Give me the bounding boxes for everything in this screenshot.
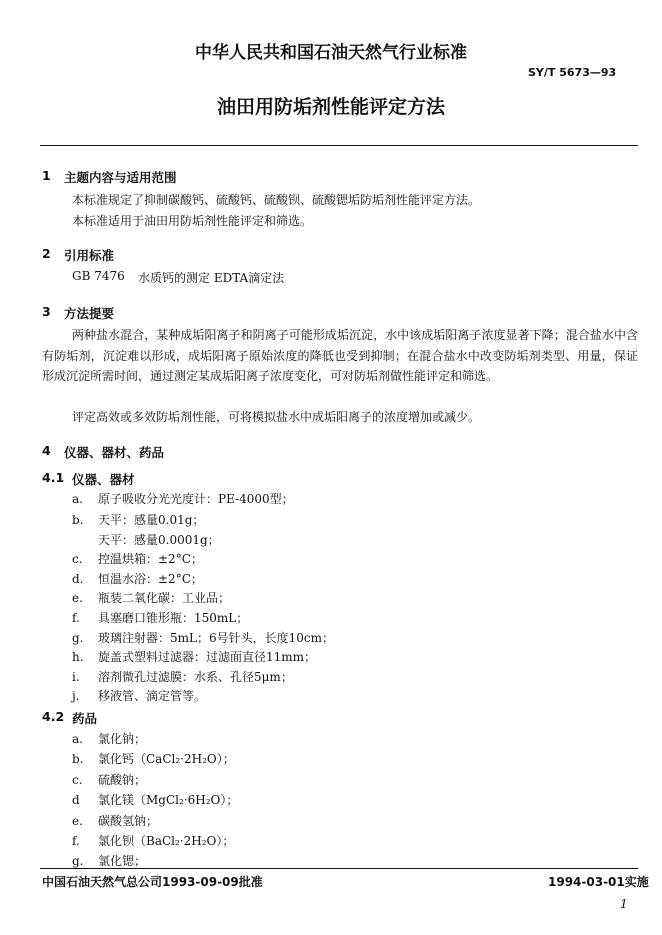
effective-date: 1994-03-01实施 <box>548 875 649 889</box>
section-1-number: 1 <box>42 168 51 183</box>
list-item: b. 天平：感量0.01g； <box>72 513 205 527</box>
section-1-para-2: 本标准适用于油田用防垢剂性能评定和筛选。 <box>72 214 313 228</box>
standard-code: SY/T 5673—93 <box>528 66 617 79</box>
list-item: c. 控温烘箱：±2°C； <box>72 552 203 566</box>
section-1-para-1: 本标准规定了抑制碳酸钙、硫酸钙、硫酸钡、硫酸锶垢防垢剂性能评定方法。 <box>72 193 481 207</box>
list-item: h. 旋盖式塑料过滤器：过滤面直径11mm； <box>72 650 317 664</box>
reference-title: 水质钙的测定 EDTA滴定法 <box>138 271 285 285</box>
list-item: f. 具塞磨口锥形瓶：150mL； <box>72 611 249 625</box>
section-1-title: 主题内容与适用范围 <box>64 170 177 185</box>
list-item: i. 溶剂微孔过滤膜：水系、孔径5μm； <box>72 670 293 684</box>
list-item: a. 原子吸收分光光度计：PE-4000型； <box>72 492 294 506</box>
list-item: b. 氯化钙（CaCl₂·2H₂O）； <box>72 752 235 766</box>
section-2-title: 引用标准 <box>64 248 115 263</box>
list-item: j. 移液管、滴定管等。 <box>72 689 207 703</box>
list-item: c. 硫酸钠； <box>72 773 147 787</box>
section-4-title: 仪器、器材、药品 <box>64 445 165 460</box>
subsection-4-1-number: 4.1 <box>42 470 65 485</box>
list-item: d 氯化镁（MgCl₂·6H₂O）； <box>72 793 239 807</box>
standard-category: 中华人民共和国石油天然气行业标准 <box>195 43 467 63</box>
list-item: f. 氯化钡（BaCl₂·2H₂O）； <box>72 834 235 848</box>
section-3-para-2: 评定高效或多效防垢剂性能，可将模拟盐水中成垢阳离子的浓度增加或减少。 <box>72 410 481 424</box>
list-item: g. 玻璃注射器：5mL；6号针头，长度10cm； <box>72 631 334 645</box>
section-4-number: 4 <box>42 443 51 458</box>
list-item: g. 氯化锶； <box>72 854 147 868</box>
footer-rule <box>40 868 638 869</box>
page-number: 1 <box>620 897 628 911</box>
reference-code: GB 7476 <box>72 269 125 283</box>
subsection-4-2-number: 4.2 <box>42 709 65 724</box>
approval-note: 中国石油天然气总公司1993-09-09批准 <box>42 875 263 889</box>
section-3-title: 方法提要 <box>64 306 115 321</box>
list-item: a. 氯化钠； <box>72 732 147 746</box>
document-title: 油田用防垢剂性能评定方法 <box>216 96 445 118</box>
list-item: d. 恒温水浴：±2°C； <box>72 572 203 586</box>
header-rule <box>40 145 638 146</box>
list-item: 天平：感量0.0001g； <box>98 533 220 547</box>
list-item: e. 瓶装二氧化碳：工业品； <box>72 591 231 605</box>
subsection-4-1-title: 仪器、器材 <box>72 472 135 487</box>
subsection-4-2-title: 药品 <box>72 711 98 726</box>
section-2-number: 2 <box>42 246 51 261</box>
section-3-para-1: 两种盐水混合，某种成垢阳离子和阴离子可能形成垢沉淀，水中该成垢阳离子浓度显著下降；混合盐水中含有防垢剂，沉淀难以形成，成垢阳离子原始浓度的降低也受到抑制；在混合盐水中改变防垢剂类型、用量，保证形成沉淀所需时间，通过测定某成垢阳离子浓度变化，可对防垢剂做性能评定和筛选。 <box>42 328 638 383</box>
list-item: e. 碳酸氢钠； <box>72 814 159 828</box>
section-3-number: 3 <box>42 304 51 319</box>
